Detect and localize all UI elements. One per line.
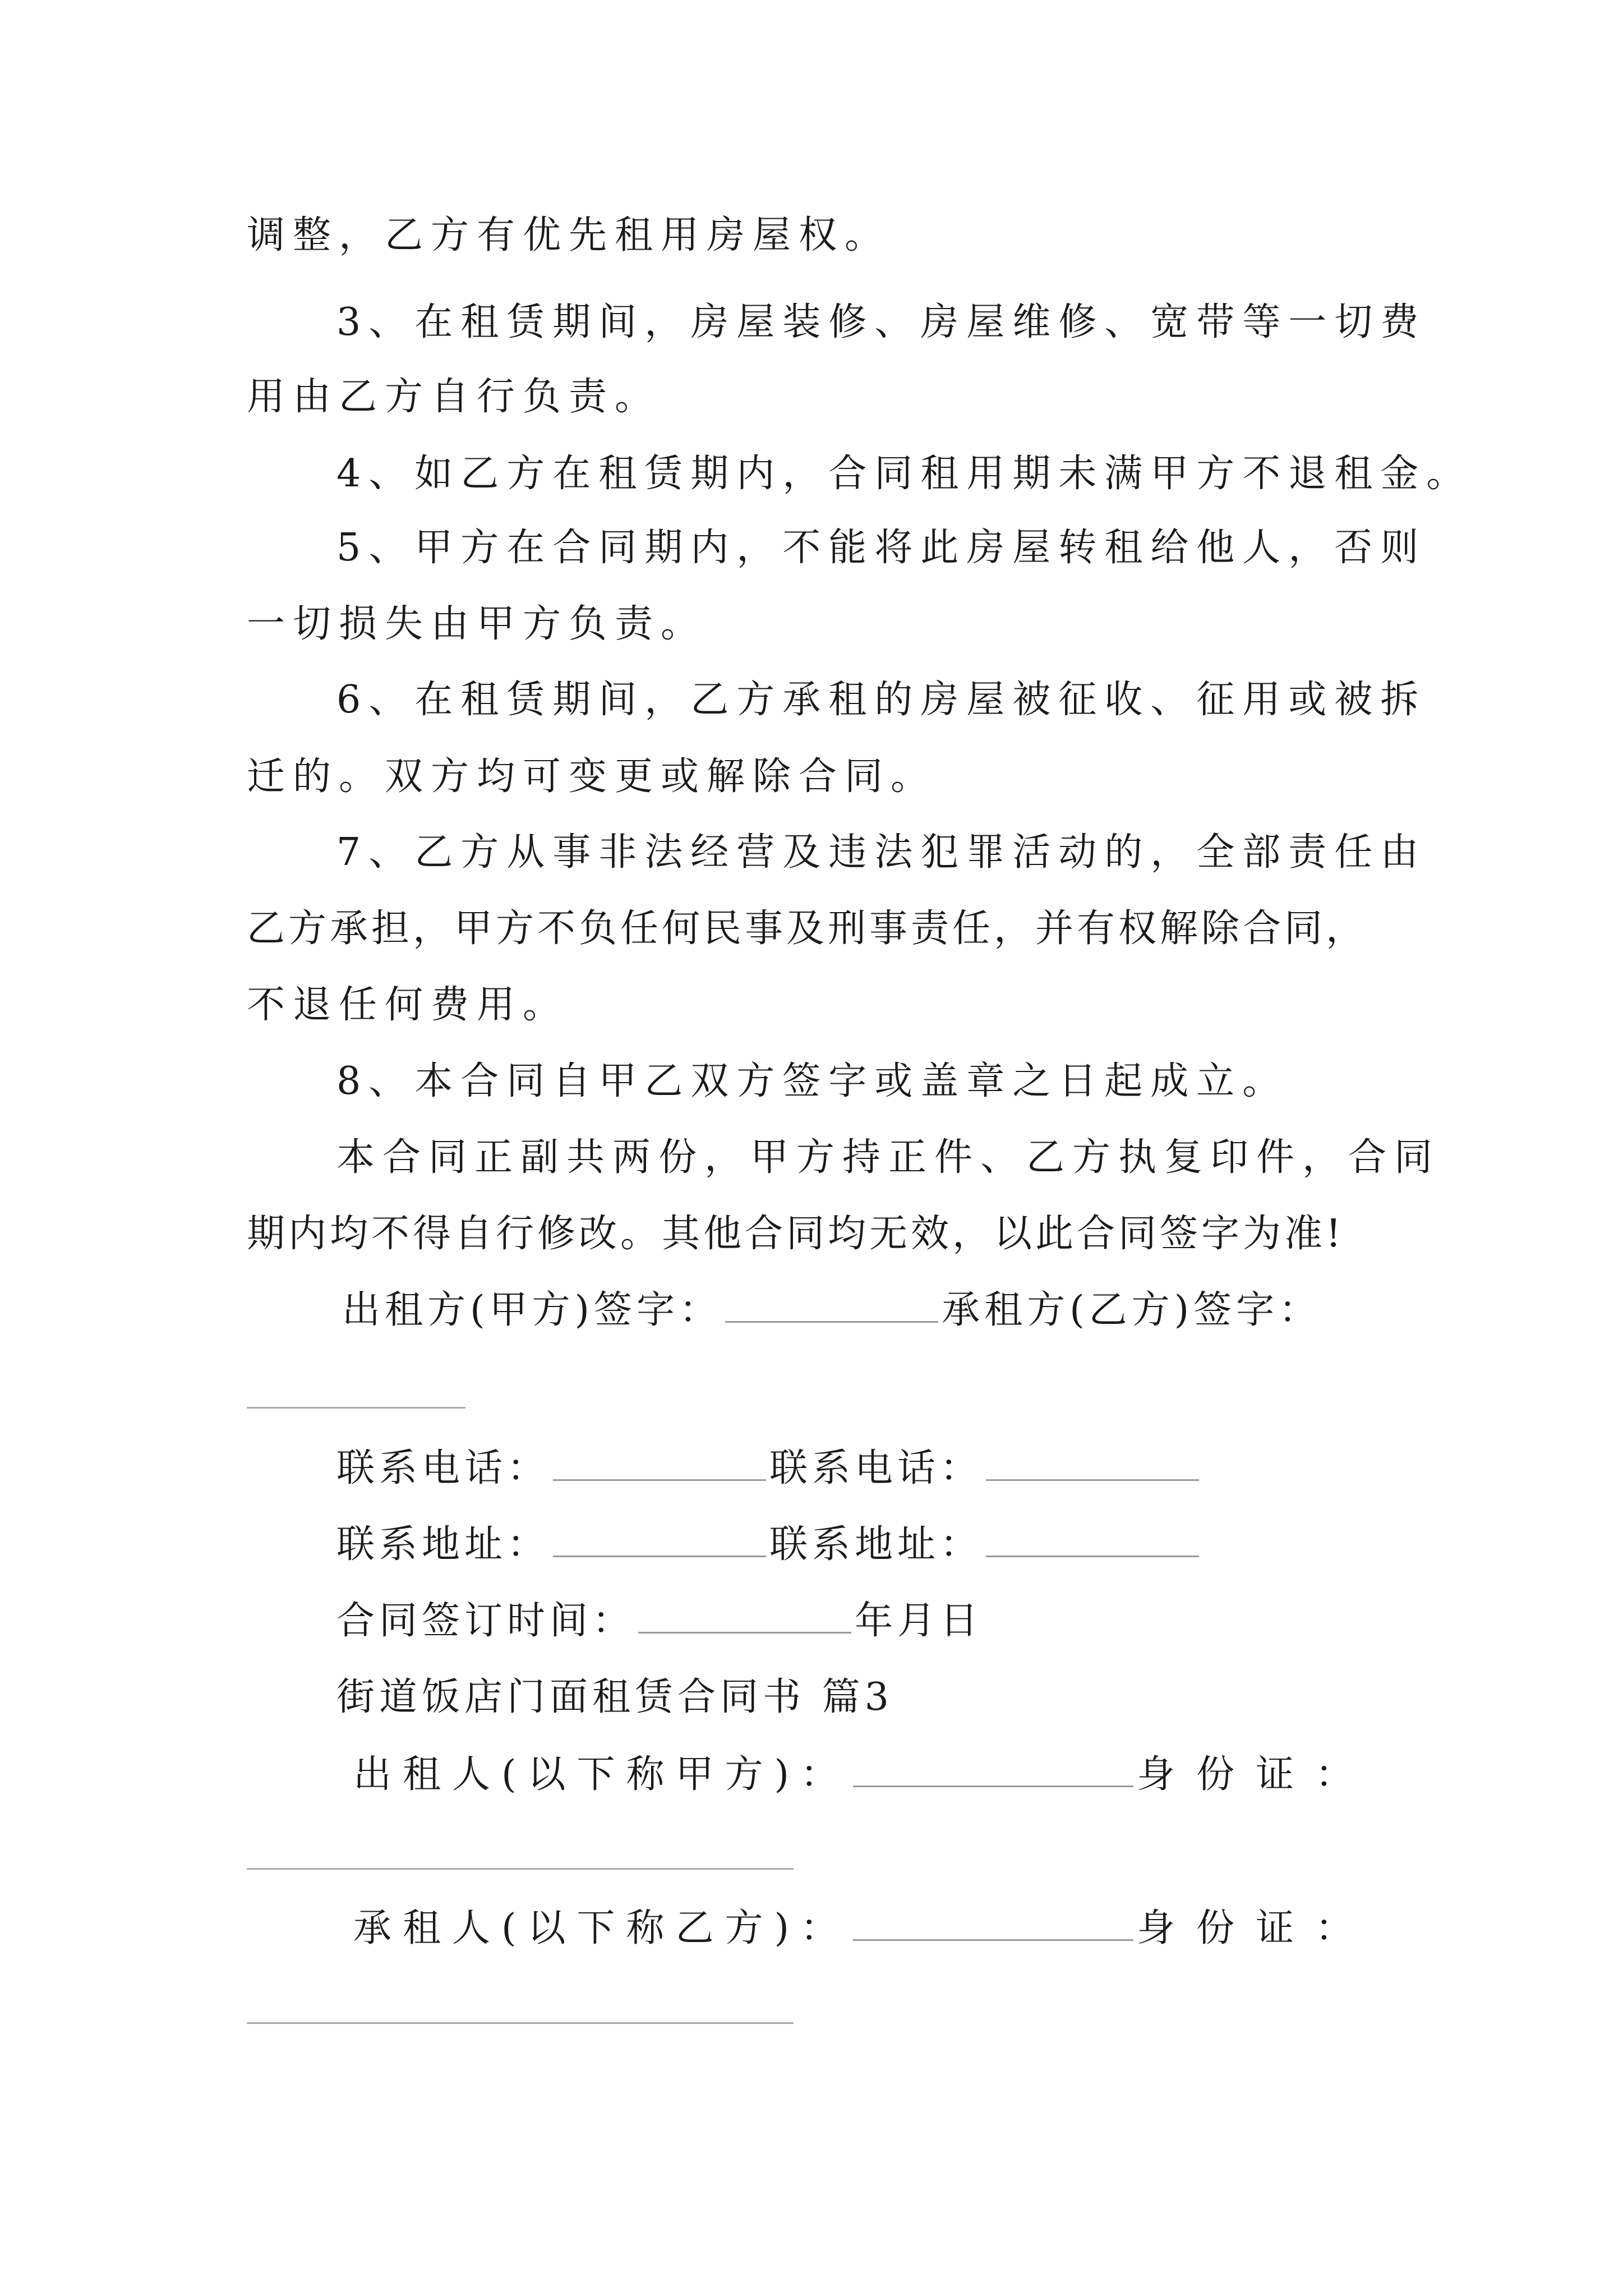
paragraph-line: 用由乙方自行负责。 — [247, 375, 661, 419]
lessor-signature-label: 出租方(甲方)签字： — [342, 1288, 722, 1332]
clause-5: 5、甲方在合同期内，不能将此房屋转租给他人，否则 — [336, 526, 1427, 570]
sign-date-label: 合同签订时间： — [336, 1599, 635, 1643]
contact-phone-row — [336, 1442, 1202, 1496]
lessor-party-row — [353, 1748, 1375, 1802]
lessee-id-label: 身份证： — [1137, 1906, 1375, 1950]
paragraph-line: 一切损失由甲方负责。 — [247, 602, 707, 646]
lessor-id-blank[interactable] — [247, 1868, 794, 1870]
paragraph-line: 迁的。双方均可变更或解除合同。 — [247, 754, 937, 799]
phone-label-a: 联系电话： — [336, 1446, 550, 1490]
phone-label-b: 联系电话： — [769, 1446, 983, 1490]
paragraph-line: 期内均不得自行修改。其他合同均无效，以此合同签字为准! — [247, 1212, 1345, 1256]
phone-blank-a[interactable] — [553, 1468, 766, 1481]
address-label-b: 联系地址： — [769, 1522, 983, 1567]
clause-6: 6、在租赁期间，乙方承租的房屋被征收、征用或被拆 — [336, 678, 1427, 722]
sign-date-suffix: 年月日 — [855, 1599, 983, 1643]
lessor-name-blank[interactable] — [853, 1774, 1133, 1787]
lessee-id-blank[interactable] — [247, 2022, 794, 2024]
paragraph-line: 调整，乙方有优先租用房屋权。 — [247, 213, 891, 257]
lessee-party-row — [353, 1902, 1375, 1955]
contact-address-row — [336, 1518, 1202, 1572]
lessee-signature-label: 承租方(乙方)签字： — [942, 1288, 1322, 1332]
paragraph-line: 不退任何费用。 — [247, 983, 569, 1027]
address-blank-a[interactable] — [553, 1544, 766, 1557]
clause-7: 7、乙方从事非法经营及违法犯罪活动的，全部责任由 — [336, 830, 1427, 875]
lessee-signature-blank[interactable] — [247, 1407, 465, 1409]
closing-paragraph: 本合同正副共两份，甲方持正件、乙方执复印件，合同 — [336, 1135, 1441, 1180]
clause-8: 8、本合同自甲乙双方签字或盖章之日起成立。 — [336, 1059, 1289, 1103]
section-title: 街道饭店门面租赁合同书 篇3 — [336, 1675, 893, 1719]
lessor-party-label: 出租人(以下称甲方)： — [353, 1752, 850, 1797]
address-label-a: 联系地址： — [336, 1522, 550, 1567]
paragraph-line: 乙方承担，甲方不负任何民事及刑事责任，并有权解除合同， — [247, 907, 1368, 951]
lessee-name-blank[interactable] — [853, 1928, 1133, 1941]
address-blank-b[interactable] — [986, 1544, 1199, 1557]
sign-date-blank[interactable] — [638, 1621, 851, 1634]
clause-3: 3、在租赁期间，房屋装修、房屋维修、宽带等一切费 — [336, 300, 1427, 344]
sign-date-row — [336, 1594, 983, 1648]
lessor-id-label: 身份证： — [1137, 1752, 1375, 1797]
signature-row — [342, 1283, 1321, 1337]
lessee-party-label: 承租人(以下称乙方)： — [353, 1906, 850, 1950]
phone-blank-b[interactable] — [986, 1468, 1199, 1481]
lessor-signature-blank[interactable] — [725, 1310, 938, 1323]
clause-4: 4、如乙方在租赁期内，合同租用期未满甲方不退租金。 — [336, 452, 1473, 496]
